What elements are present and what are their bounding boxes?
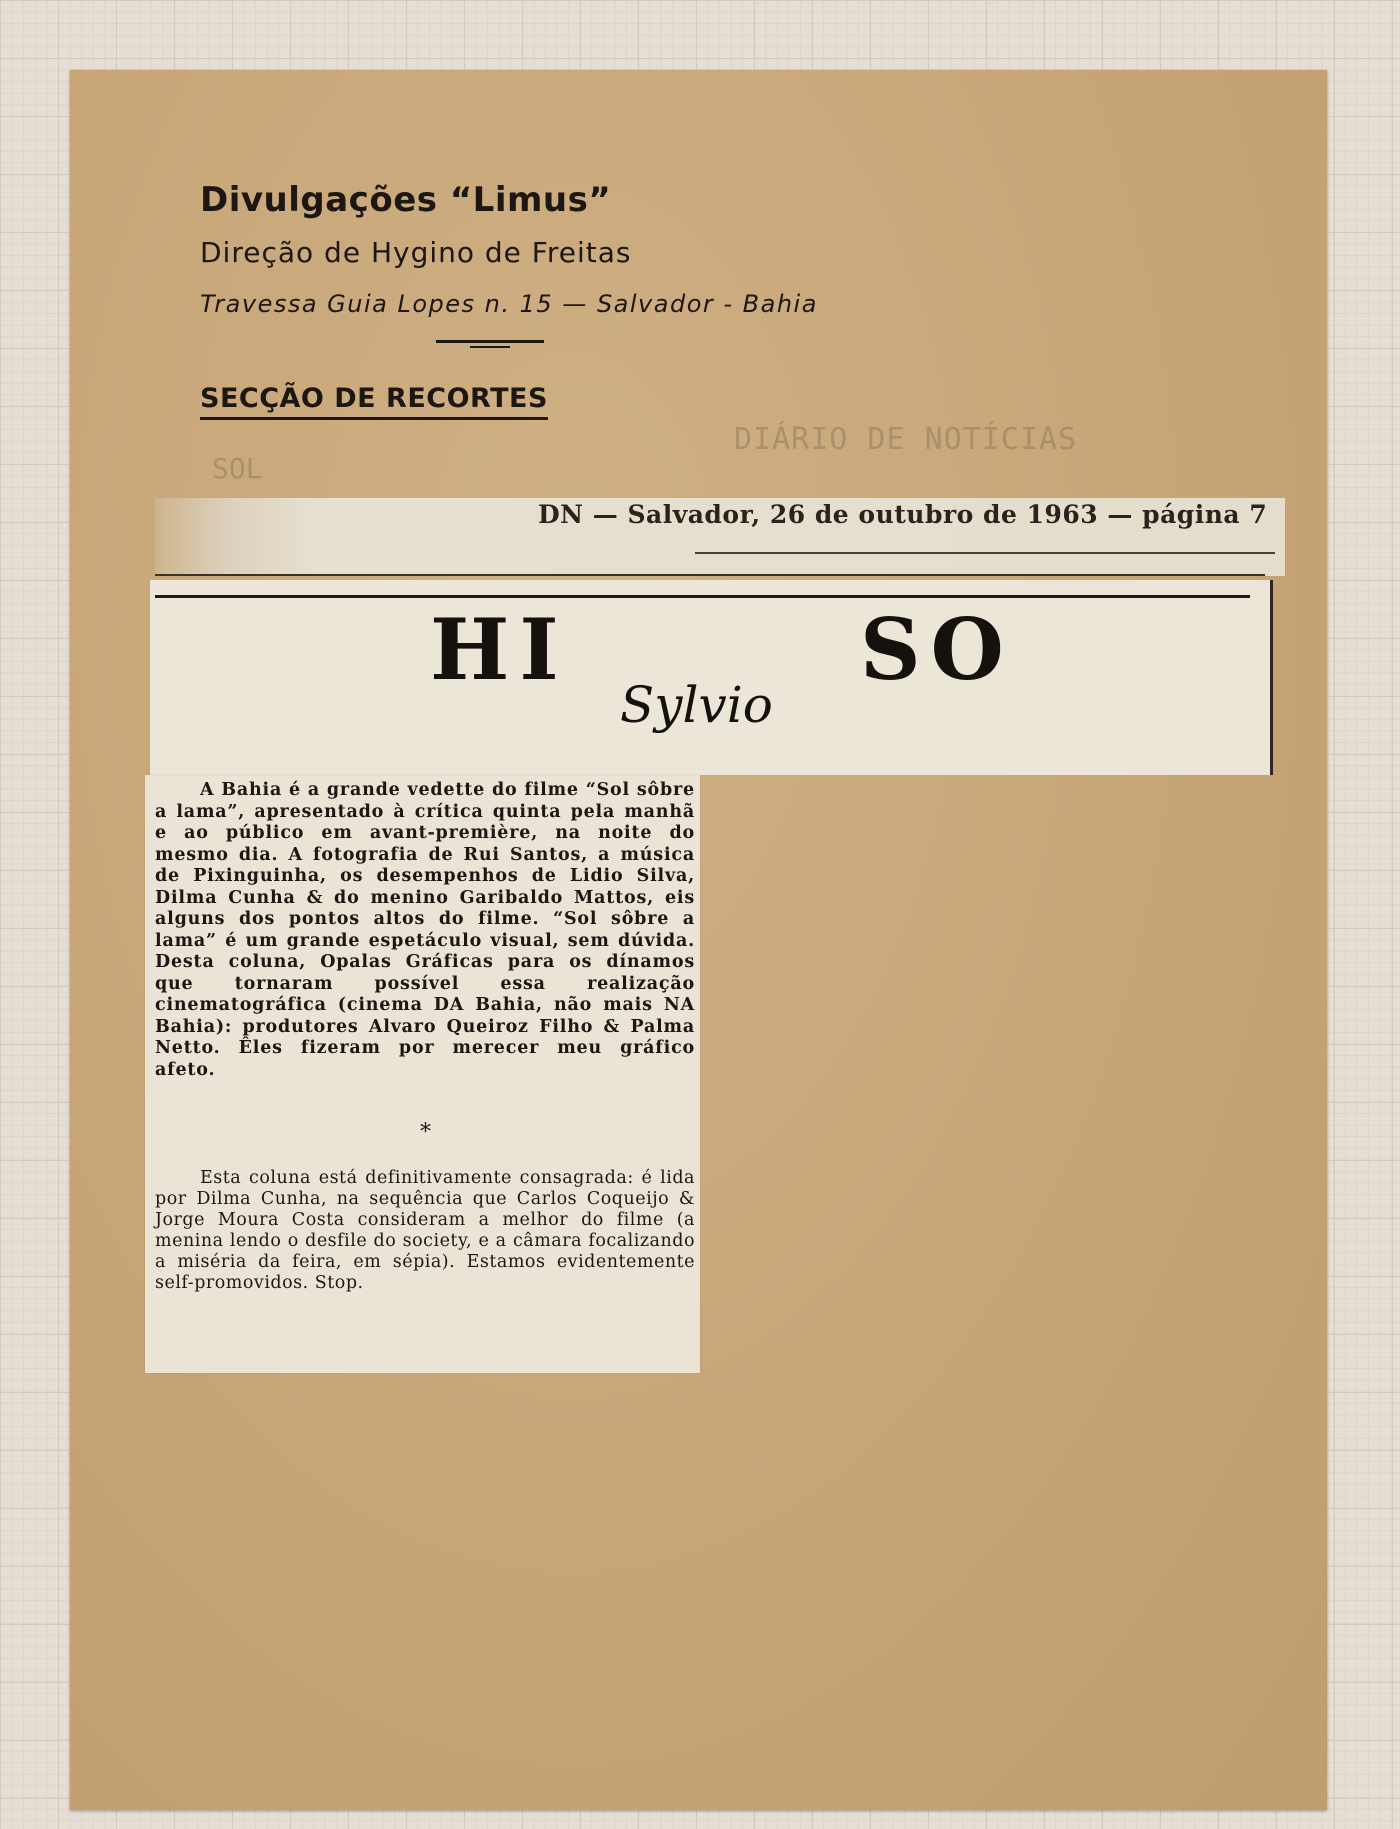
paragraph-1: A Bahia é a grande vedette do filme “Sol sôbre a lama”, apresentado à crítica quinta pela manhã e ao público em avant-première, na noite do mesmo dia. A fotografia de Rui Santos, a música de Pixinguinha, os desempenhos de Lidio Silva, Dilma Cunha & do menino Garibaldo Mattos, eis alguns dos pontos altos do filme. “Sol sôbre a lama” é um grande espetáculo visual, sem dúvida. Desta coluna, Opalas Gráficas para os dínamos que tornaram possível essa realização cinematográfica (cinema DA Bahia, não mais NA Bahia): produtores Alvaro Queiroz Filho & Palma Netto. Êles fizeram por merecer meu gráfico afeto. [155, 780, 695, 1080]
paragraph-2: Esta coluna está definitivamente consagrada: é lida por Dilma Cunha, na sequência que Carlos Coqueijo & Jorge Moura Costa consideram a melhor do filme (a menina lendo o desfile do society, e a câmara focalizando a miséria da feira, em sépia). Estamos evidentemente self-promovidos. Stop. [155, 1168, 695, 1293]
dateline-underline [695, 552, 1275, 554]
headline-top-rule [155, 595, 1250, 598]
headline-left: HI [430, 600, 569, 699]
letterhead-rule [436, 340, 544, 343]
newspaper-stamp: DIÁRIO DE NOTÍCIAS [734, 422, 1078, 457]
letterhead-address: Travessa Guia Lopes n. 15 — Salvador - Bahia [200, 290, 818, 318]
letterhead-title: Divulgações “Limus” [200, 180, 612, 220]
byline: Sylvio [620, 676, 773, 734]
headline-right: SO [860, 600, 1014, 699]
section-heading: SECÇÃO DE RECORTES [200, 383, 548, 420]
clipping-dateline: DN — Salvador, 26 de outubro de 1963 — página 7 [538, 500, 1268, 529]
paragraph-separator: * [420, 1120, 431, 1145]
subject-stamp: SOL [212, 452, 263, 485]
letterhead-director: Direção de Hygino de Freitas [200, 236, 632, 269]
letterhead-rule-short [470, 346, 510, 348]
clipping-rule [155, 574, 1265, 576]
